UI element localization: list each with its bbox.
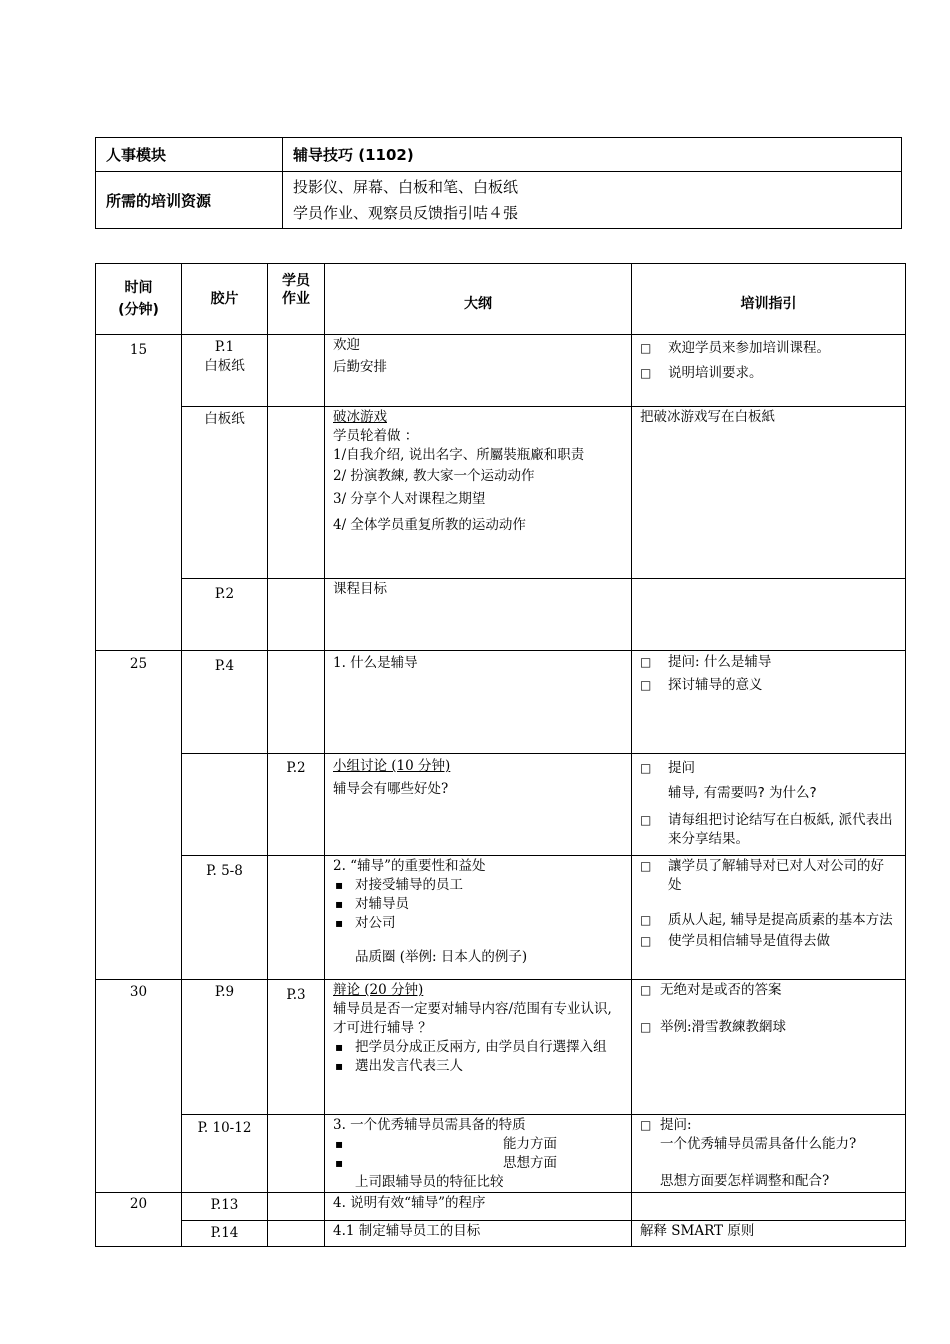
guide-bullet: □ 提问: <box>640 1116 897 1135</box>
resources-label: 所需的培训资源 <box>96 172 283 229</box>
guide-cell <box>632 856 906 980</box>
slide-cell: P. 10-12 <box>182 1115 268 1193</box>
slide-cell: P.13 <box>182 1193 268 1221</box>
header-guide: 培训指引 <box>632 264 906 335</box>
table-row <box>96 856 906 980</box>
guide-bullet: □ 使学员相信辅导是值得去做 <box>640 932 897 951</box>
slide-cell: P.4 <box>182 651 268 754</box>
homework-cell <box>268 579 325 651</box>
training-plan-table <box>95 263 906 1247</box>
guide-bullet: □ 举例:滑雪教練教網球 <box>640 1018 897 1037</box>
time-cell: 30 <box>96 980 182 1193</box>
outline-cell: 4. 说明有效“辅导”的程序 <box>325 1193 632 1221</box>
time-cell: 20 <box>96 1193 182 1247</box>
outline-bullet: ▪ 把学员分成正反兩方, 由学员自行選擇入组 <box>333 1038 623 1057</box>
time-cell: 25 <box>96 651 182 980</box>
course-title: 辅导技巧 (1102) <box>283 138 902 172</box>
header-homework: 学员 作业 <box>268 264 325 335</box>
slide-cell: P.14 <box>182 1221 268 1247</box>
guide-cell: □ 提问 辅导, 有需要吗? 为什么? □ 请每组把讨论结写在白板紙, 派代表出来分享结果。 <box>632 754 906 856</box>
guide-cell <box>632 651 906 754</box>
table-row <box>96 579 906 651</box>
outline-bullet: ▪ 对接受辅导的员工 <box>333 876 623 895</box>
table-row <box>96 1193 906 1221</box>
table-row <box>96 651 906 754</box>
slide-cell: P.1 白板纸 <box>182 335 268 407</box>
table-row <box>96 1115 906 1193</box>
activity-title: 小组讨论 (10 分钟) <box>333 758 451 774</box>
header-time: 时间 (分钟) <box>96 264 182 335</box>
slide-cell: 白板纸 <box>182 407 268 579</box>
resources-value <box>283 172 902 229</box>
guide-bullet: □ 质从人起, 辅导是提高质素的基本方法 <box>640 911 897 930</box>
header-outline: 大纲 <box>325 264 632 335</box>
module-label: 人事模块 <box>96 138 283 172</box>
outline-cell: 2. “辅导”的重要性和益处 ▪ 对接受辅导的员工 ▪ 对辅导员 ▪ 对公司 品质圈 (举例: 日本人的例子) <box>325 856 632 980</box>
outline-bullet: ▪ 能力方面 <box>333 1135 623 1154</box>
homework-cell <box>268 335 325 407</box>
homework-cell <box>268 407 325 579</box>
resources-line: 学员作业、观察员反馈指引咭４張 <box>293 204 519 222</box>
table-row <box>96 754 906 856</box>
guide-bullet: □ 讓学员了解辅导对已对人对公司的好处 <box>640 857 897 895</box>
table-row <box>96 980 906 1115</box>
outline-bullet: ▪ 对辅导员 <box>333 895 623 914</box>
outline-cell: 小组讨论 (10 分钟) 辅导会有哪些好处? <box>325 754 632 856</box>
guide-cell: 把破冰游戏写在白板紙 <box>632 407 906 579</box>
slide-cell: P. 5-8 <box>182 856 268 980</box>
guide-cell <box>632 980 906 1115</box>
guide-bullet: □ 欢迎学员来参加培训课程。 <box>640 339 897 358</box>
homework-cell: P.2 <box>268 754 325 856</box>
resources-line: 投影仪、屏幕、白板和笔、白板纸 <box>293 178 519 196</box>
table-row <box>96 1221 906 1247</box>
outline-cell: 辩论 (20 分钟) 辅导员是否一定要对辅导内容/范围有专业认识,才可进行辅导 ？ ▪ 把学员分成正反兩方, 由学员自行選擇入组 ▪ 選出发言代表三人 <box>325 980 632 1115</box>
table-row <box>96 407 906 579</box>
guide-bullet: □ 提问 <box>640 759 897 778</box>
outline-bullet: ▪ 思想方面 <box>333 1154 623 1173</box>
guide-cell <box>632 1193 906 1221</box>
homework-cell <box>268 1221 325 1247</box>
outline-cell: 4.1 制定辅导员工的目标 <box>325 1221 632 1247</box>
guide-cell: 解释 SMART 原则 <box>632 1221 906 1247</box>
guide-bullet: □ 无绝对是或否的答案 <box>640 981 897 1000</box>
outline-cell: 课程目标 <box>325 579 632 651</box>
slide-cell: P.9 <box>182 980 268 1115</box>
outline-bullet: ▪ 对公司 <box>333 914 623 933</box>
activity-title: 辩论 (20 分钟) <box>333 982 424 998</box>
guide-cell: □ 提问: 一个优秀辅导员需具备什么能力? 思想方面要怎样调整和配合? <box>632 1115 906 1193</box>
guide-bullet: □ 探讨辅导的意义 <box>640 676 897 695</box>
outline-cell: 欢迎 后勤安排 <box>325 335 632 407</box>
homework-cell <box>268 651 325 754</box>
guide-bullet: □ 说明培训要求。 <box>640 364 897 383</box>
homework-cell <box>268 1193 325 1221</box>
header-slides: 胶片 <box>182 264 268 335</box>
outline-cell: 3. 一个优秀辅导员需具备的特质 ▪ 能力方面 ▪ 思想方面 上司跟辅导员的特征比较 <box>325 1115 632 1193</box>
homework-cell <box>268 856 325 980</box>
homework-cell: P.3 <box>268 980 325 1115</box>
slide-cell: P.2 <box>182 579 268 651</box>
guide-bullet: □ 请每组把讨论结写在白板紙, 派代表出来分享结果。 <box>640 811 897 849</box>
activity-title: 破冰游戏 <box>333 409 387 425</box>
guide-cell <box>632 579 906 651</box>
outline-cell: 破冰游戏 学员轮着做 ： 1/自我介绍, 说出名字、所屬裝瓶廠和职责 2/ 扮演教練, 教大家一个运动动作 3/ 分享个人对课程之期望 4/ 全体学员重复所教的运动动作 <box>325 407 632 579</box>
slide-cell <box>182 754 268 856</box>
table-row <box>96 335 906 407</box>
course-info-table <box>95 137 902 229</box>
outline-cell: 1. 什么是辅导 <box>325 651 632 754</box>
outline-bullet: ▪ 選出发言代表三人 <box>333 1057 623 1076</box>
guide-bullet: □ 提问: 什么是辅导 <box>640 653 897 672</box>
homework-cell <box>268 1115 325 1193</box>
guide-cell <box>632 335 906 407</box>
time-cell: 15 <box>96 335 182 651</box>
